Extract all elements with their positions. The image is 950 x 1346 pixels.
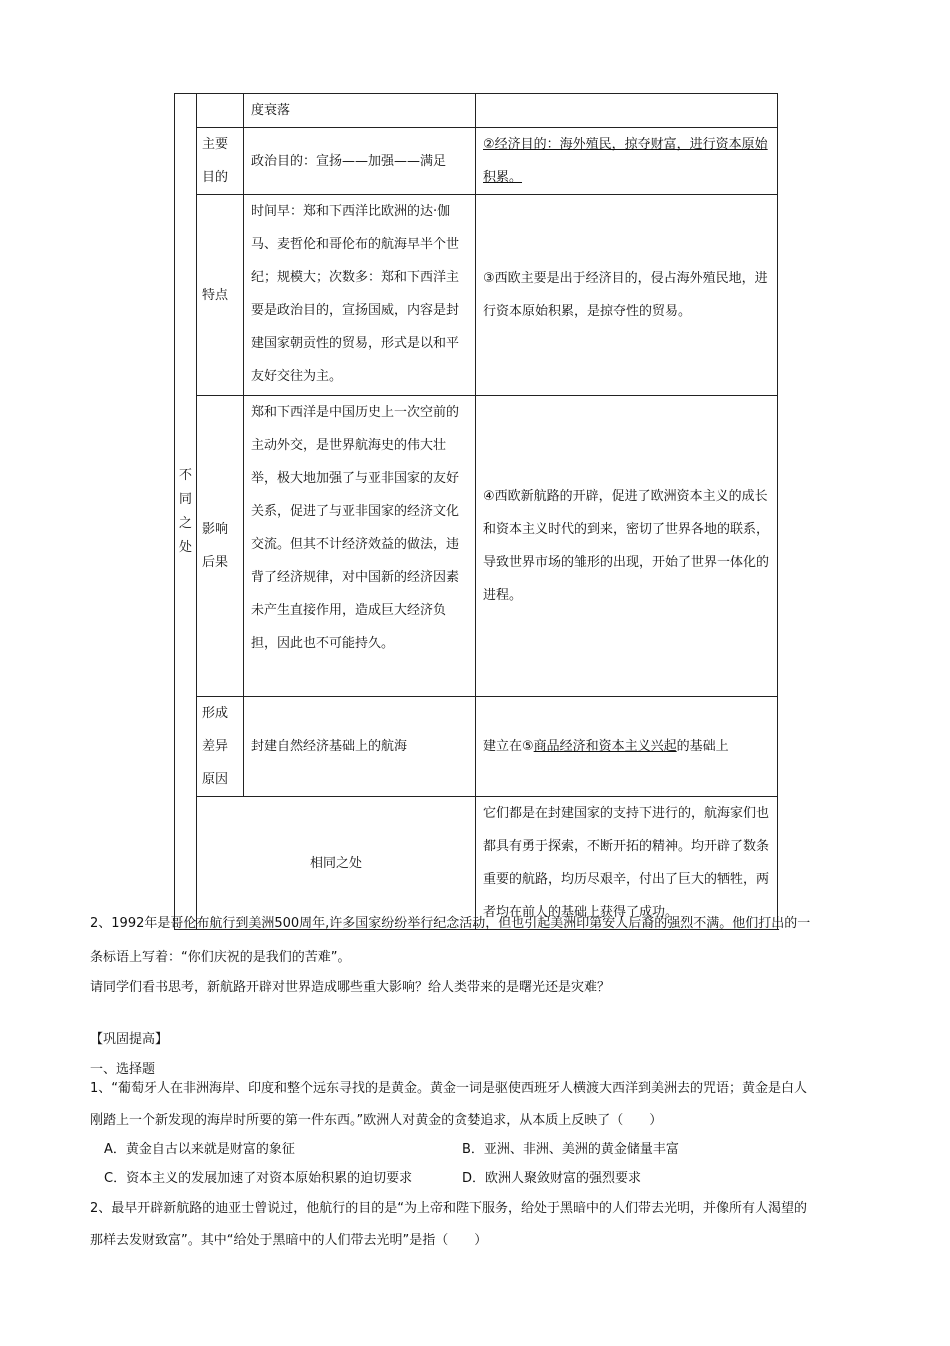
table-cell: 度衰落 <box>244 94 476 128</box>
table-row <box>175 128 778 195</box>
table-row <box>175 697 778 797</box>
mc2-line1: 2、最早开辟新航路的迪亚士曾说过，他航行的目的是“为上帝和陛下服务，给处于黑暗中的人们带去光明，并像所有人渴望的 <box>90 1201 808 1216</box>
impact-china: 郑和下西洋是中国历史上一次空前的主动外交，是世界航海史的伟大壮举，极大地加强了与亚非国家的友好关系，促进了与亚非国家的经济文化交流。但其不计经济效益的做法，违背了经济规律，对中国新的经济因素未产生直接作用，造成巨大经济负担，因此也不可能持久。 <box>244 396 476 697</box>
mc1-option-c[interactable]: C．资本主义的发展加速了对资本原始积累的迫切要求 <box>104 1171 413 1186</box>
impact-europe: ④西欧新航路的开辟，促进了欧洲资本主义的成长和资本主义时代的到来，密切了世界各地的联系，导致世界市场的雏形的出现，开始了世界一体化的进程。 <box>476 396 778 697</box>
choice-section-title: 一、选择题 <box>90 1062 156 1077</box>
purpose-china: 政治目的：宣扬——加强——满足 <box>244 128 476 195</box>
table-cell <box>476 94 778 128</box>
table-row <box>175 396 778 697</box>
q2-line1: 2、1992年是哥伦布航行到美洲500周年,许多国家纷纷举行纪念活动，但也引起美洲印第安人后裔的强烈不满。他们打出的一 <box>90 916 811 931</box>
row-label-impact: 影响后果 <box>197 396 244 697</box>
mc1-option-d[interactable]: D．欧洲人聚敛财富的强烈要求 <box>462 1171 642 1186</box>
row-label-same: 相同之处 <box>197 797 476 930</box>
reason-europe <box>476 697 778 797</box>
row-label-reason: 形成差异原因 <box>197 697 244 797</box>
reason-china: 封建自然经济基础上的航海 <box>244 697 476 797</box>
table-row <box>175 94 778 128</box>
comparison-table <box>174 93 778 930</box>
purpose-europe: ②经济目的：海外殖民，掠夺财富，进行资本原始积累。 <box>476 128 778 195</box>
row-label-features: 特点 <box>197 195 244 396</box>
q2-line3: 请同学们看书思考，新航路开辟对世界造成哪些重大影响？给人类带来的是曙光还是灾难？ <box>90 980 611 995</box>
consolidate-heading: 【巩固提高】 <box>90 1032 169 1047</box>
reason-underline: 商品经济和资本主义兴起 <box>533 739 677 754</box>
table-cell <box>197 94 244 128</box>
mc1-line2: 刚踏上一个新发现的海岸时所要的第一件东西。”欧洲人对黄金的贪婪追求，从本质上反映了（ ） <box>90 1113 663 1128</box>
reason-prefix: 建立在⑤ <box>483 739 534 754</box>
features-china: 时间早：郑和下西洋比欧洲的达·伽马、麦哲伦和哥伦布的航海早半个世纪；规模大；次数多：郑和下西洋主要是政治目的，宣扬国威，内容是封建国家朝贡性的贸易，形式是以和平友好交往为主。 <box>244 195 476 396</box>
section-label-cell <box>175 94 197 930</box>
mc1-option-b[interactable]: B．亚洲、非洲、美洲的黄金储量丰富 <box>462 1142 679 1157</box>
mc1-line1: 1、“葡萄牙人在非洲海岸、印度和整个远东寻找的是黄金。黄金一词是驱使西班牙人横渡大西洋到美洲去的咒语；黄金是白人 <box>90 1081 808 1096</box>
table-row <box>175 797 778 930</box>
q2-line2: 条标语上写着：“你们庆祝的是我们的苦难”。 <box>90 950 351 965</box>
reason-suffix: 的基础上 <box>676 739 729 754</box>
row-label-purpose: 主要目的 <box>197 128 244 195</box>
same-text: 它们都是在封建国家的支持下进行的，航海家们也都具有勇于探索，不断开拓的精神。均开辟了数条重要的航路，均历尽艰辛，付出了巨大的牺牲，两者均在前人的基础上获得了成功。 <box>476 797 778 930</box>
section-label: 不同之处 <box>178 467 192 555</box>
mc2-line2: 那样去发财致富”。其中“给处于黑暗中的人们带去光明”是指（ ） <box>90 1233 488 1248</box>
mc1-option-a[interactable]: A．黄金自古以来就是财富的象征 <box>104 1142 295 1157</box>
features-europe: ③西欧主要是出于经济目的，侵占海外殖民地，进行资本原始积累，是掠夺性的贸易。 <box>476 195 778 396</box>
table-row <box>175 195 778 396</box>
